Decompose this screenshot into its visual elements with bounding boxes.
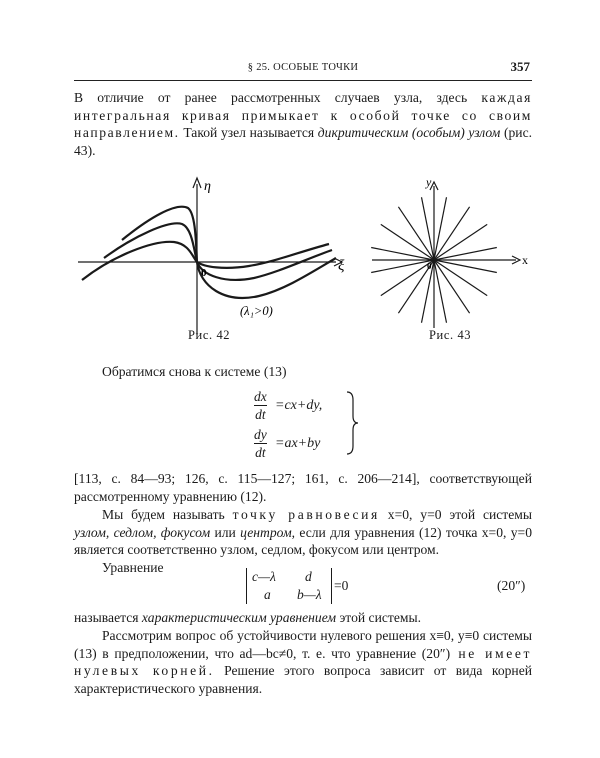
det-a22: b—λ <box>297 587 322 602</box>
system-intro: Обратимся снова к системе (13) <box>102 364 287 379</box>
fig42-eta-label: η <box>204 179 211 194</box>
node-saddle-focus-terms: узлом, седлом, фокусом <box>74 524 211 540</box>
equation-label: Уравнение <box>102 560 164 575</box>
definition-paragraph <box>74 506 532 559</box>
eq1-denominator: dt <box>255 407 266 422</box>
dicritical-node-term: дикритическим (особым) узлом <box>317 125 501 141</box>
fig43-y-label: y <box>426 175 432 189</box>
definition-text-1: Мы будем называть <box>102 507 233 522</box>
eq1-rhs: =cx+dy, <box>275 398 323 413</box>
eq1-numerator: dx <box>254 389 267 404</box>
eq1-derivative <box>254 389 267 422</box>
references-paragraph: [113, с. 84—93; 126, с. 115—127; 161, с. 206—214], соответствующей рассмотренному уравнению (12). <box>74 471 532 504</box>
center-term: центром <box>240 524 292 540</box>
intro-text-3: Такой узел называется <box>179 125 318 141</box>
intro-spaced-text: каждая интегральная кривая примыкает к особой точке со своим направлением. <box>74 90 532 141</box>
fig42-curve-2 <box>104 223 332 280</box>
eq2-rhs: =ax+by <box>275 436 321 451</box>
eq2-denominator: dt <box>255 445 266 460</box>
det-a21: a <box>264 587 271 602</box>
figure-42-caption: Рис. 42 <box>188 328 231 342</box>
equation-number: (20″) <box>497 578 526 593</box>
section-title: § 25. ОСОБЫЕ ТОЧКИ <box>247 62 359 73</box>
char-text-1: называется <box>74 610 142 625</box>
det-equals-zero: =0 <box>334 578 349 593</box>
figure-42 <box>74 170 364 340</box>
det-a12: d <box>305 569 312 584</box>
intro-text-5: (рис. 43). <box>74 125 532 158</box>
system-right-brace <box>345 390 359 456</box>
equilibrium-point-term: точку равновесия <box>232 507 380 522</box>
no-zero-roots-phrase: не имеет нулевых корней. <box>74 645 533 679</box>
figure-43 <box>366 172 536 330</box>
intro-text-1: В отличие от ранее рассмотренных случаев узла, здесь <box>74 90 468 105</box>
stability-text-3: Решение этого вопроса зависит от вида корней характеристического уравнения. <box>74 663 533 696</box>
fig42-xi-label: ξ <box>338 258 345 274</box>
fig42-origin-label: 0 <box>201 267 207 279</box>
characteristic-equation-term: характеристическим уравнением <box>141 610 337 625</box>
det-a11: c—λ <box>252 569 276 584</box>
fig43-origin-label: 0 <box>427 261 432 271</box>
definition-text-5: или <box>210 524 241 540</box>
stability-paragraph <box>74 627 532 697</box>
determinant-right-bar <box>331 568 332 604</box>
running-header <box>74 60 532 81</box>
fig42-lambda-annotation: (λ₁>0) <box>240 304 273 318</box>
definition-text-7: , если для уравнения (12) точка x=0, y=0 является соответственно узлом, седлом, фокусом или центром. <box>74 524 532 558</box>
char-text-3: этой системы. <box>336 610 421 625</box>
eq2-numerator: dy <box>254 427 267 442</box>
fig43-x-label: x <box>522 253 528 267</box>
characteristic-paragraph <box>74 609 532 627</box>
eq2-derivative <box>254 427 267 460</box>
intro-paragraph <box>74 89 532 159</box>
stability-text-1: Рассмотрим вопрос об устойчивости нулевого решения x≡0, y≡0 системы (13) в предположении, что ad—bc≠0, т. е. что уравнение (20″) <box>74 628 532 661</box>
figure-43-caption: Рис. 43 <box>429 328 472 342</box>
definition-text-3: x=0, y=0 этой системы <box>379 507 533 522</box>
page-number: 357 <box>510 59 530 74</box>
determinant-left-bar <box>246 568 247 604</box>
